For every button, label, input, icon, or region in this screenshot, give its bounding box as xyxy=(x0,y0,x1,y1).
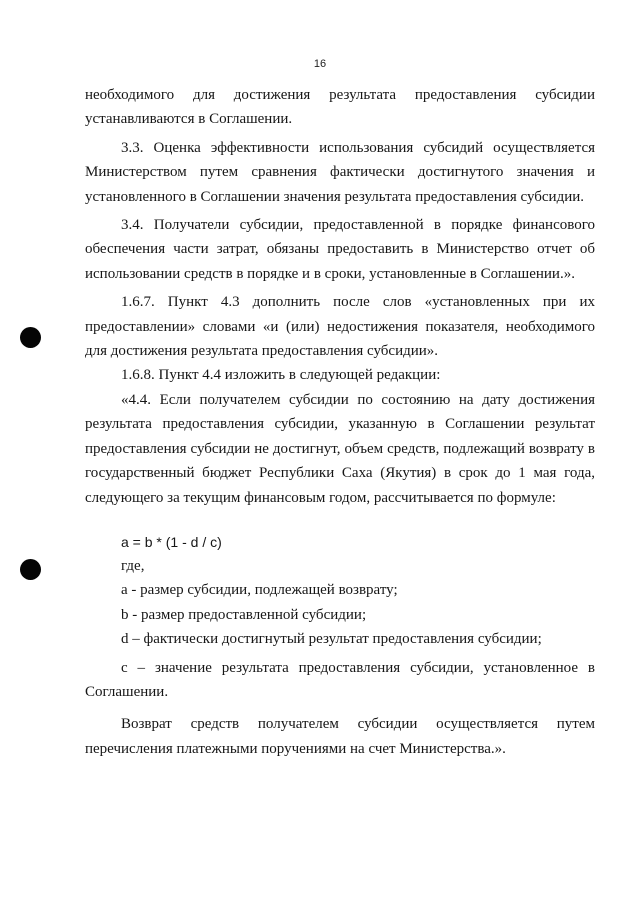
paragraph-3-3: 3.3. Оценка эффективности использования субсидий осуществляется Министерством путем сравнения фактически достигнутого значения и установленного в Соглашении значения результата предоставления субсидии. xyxy=(85,139,595,205)
paragraph-1-6-8: 1.6.8. Пункт 4.4 изложить в следующей редакции: xyxy=(121,367,441,384)
paragraph-4-4: «4.4. Если получателем субсидии по состоянию на дату достижения результата предоставления субсидии, указанную в Соглашении результат предоставления субсидии не достигнут, объем средств, подлежащий возврату в государственный бюджет Республики Саха (Якутия) в срок до 1 мая года, следующего за текущим финансовым годом, рассчитывается по формуле: xyxy=(85,391,595,506)
punch-hole-top xyxy=(20,327,41,348)
paragraph-1-6-7: 1.6.7. Пункт 4.3 дополнить после слов «установленных при их предоставлении» словами «и (или) недостижения показателя, необходимого для достижения результата предоставления субсидии». xyxy=(85,294,595,360)
where-label: где, xyxy=(121,557,145,574)
formula: a = b * (1 - d / c) xyxy=(121,533,222,550)
paragraph-continuation: необходимого для достижения результата предоставления субсидии устанавливаются в Соглашении. xyxy=(85,87,595,128)
definition-b: b - размер предоставленной субсидии; xyxy=(121,606,367,623)
document-body xyxy=(85,83,595,761)
closing-paragraph: Возврат средств получателем субсидии осуществляется путем перечисления платежными поручениями на счет Министерства.». xyxy=(85,716,595,757)
paragraph-3-4: 3.4. Получатели субсидии, предоставленной в порядке финансового обеспечения части затрат, обязаны предоставить в Министерство отчет об использовании средств в порядке и в сроки, установленные в Соглашении.». xyxy=(85,217,595,282)
punch-hole-bottom xyxy=(20,559,41,580)
definition-c: c – значение результата предоставления субсидии, установленное в Соглашении. xyxy=(85,659,595,700)
page-number: 16 xyxy=(313,58,327,70)
definition-d: d – фактически достигнутый результат предоставления субсидии; xyxy=(121,631,542,648)
definition-a: a - размер субсидии, подлежащей возврату; xyxy=(121,582,398,599)
